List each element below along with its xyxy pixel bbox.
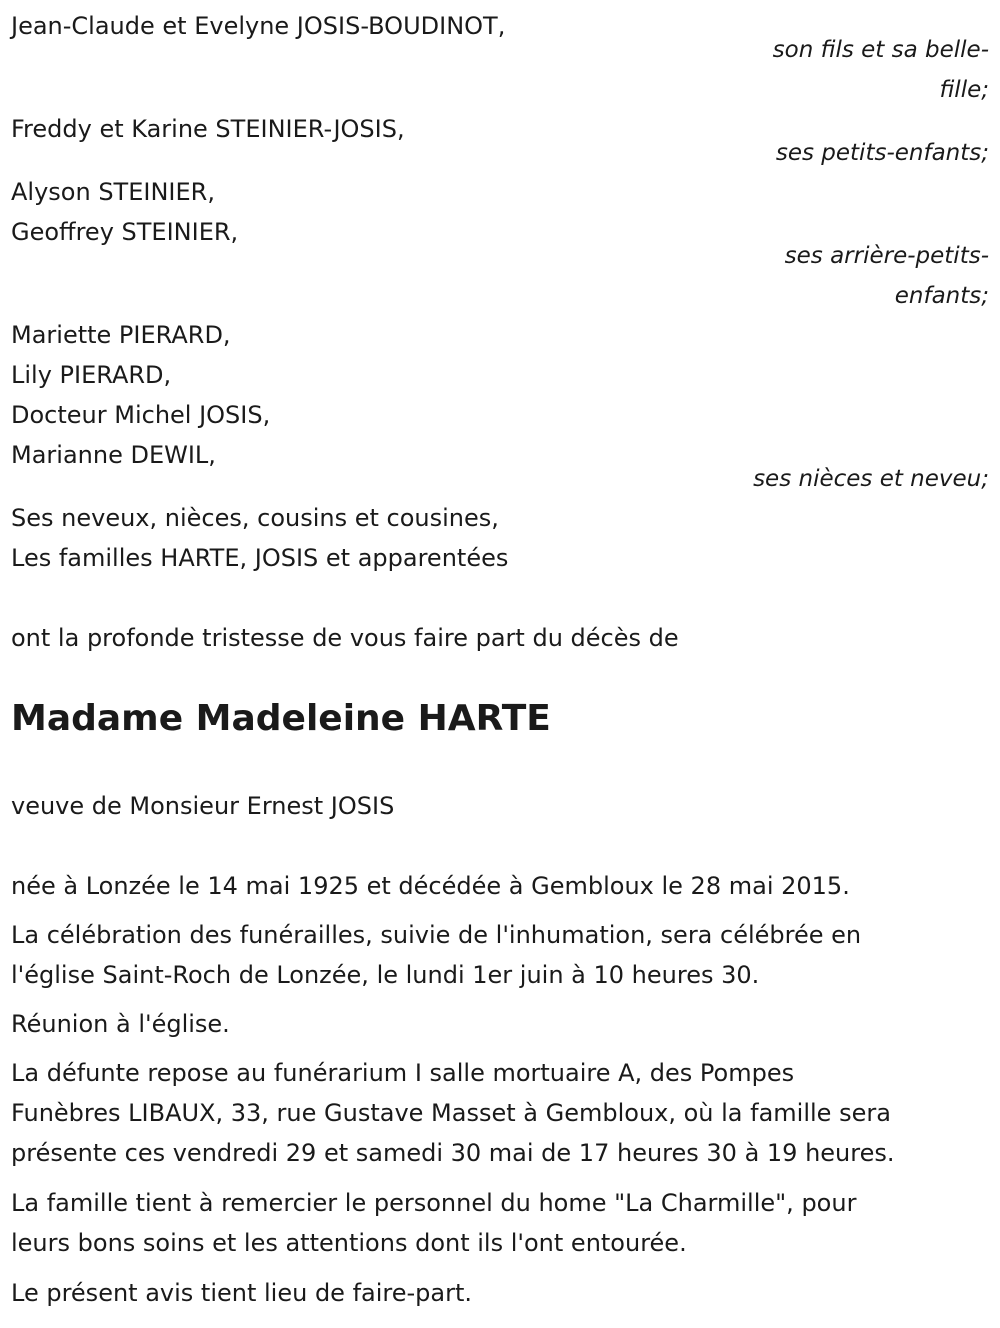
visitation-details: Funèbres LIBAUX, 33, rue Gustave Masset à Gembloux, où la famille sera: [11, 1099, 891, 1127]
visitation-details: La défunte repose au funérarium I salle mortuaire A, des Pompes: [11, 1059, 795, 1087]
relation-label: fille;: [939, 77, 989, 103]
relation-label: ses nièces et neveu;: [753, 466, 989, 492]
gathering-details: Réunion à l'église.: [11, 1010, 230, 1038]
obituary-notice: [11, 0, 989, 1328]
closing-note: Le présent avis tient lieu de faire-part.: [11, 1279, 473, 1307]
extended-family-line: Ses neveux, nièces, cousins et cousines,: [11, 504, 499, 532]
funeral-details: l'église Saint-Roch de Lonzée, le lundi 1er juin à 10 heures 30.: [11, 961, 760, 989]
relation-label: ses arrière-petits-: [784, 243, 989, 269]
widow-of-text: veuve de Monsieur Ernest JOSIS: [11, 792, 395, 820]
visitation-details: présente ces vendredi 29 et samedi 30 mai de 17 heures 30 à 19 heures.: [11, 1139, 895, 1167]
thanks-text: La famille tient à remercier le personnel du home "La Charmille", pour: [11, 1189, 857, 1217]
relation-label: ses petits-enfants;: [775, 140, 989, 166]
family-member-name: Mariette PIERARD,: [11, 321, 231, 349]
birth-death-dates: née à Lonzée le 14 mai 1925 et décédée à Gembloux le 28 mai 2015.: [11, 872, 850, 900]
family-member-name: Jean-Claude et Evelyne JOSIS-BOUDINOT,: [11, 12, 506, 40]
thanks-text: leurs bons soins et les attentions dont ils l'ont entourée.: [11, 1229, 687, 1257]
funeral-details: La célébration des funérailles, suivie de l'inhumation, sera célébrée en: [11, 921, 862, 949]
family-member-name: Freddy et Karine STEINIER-JOSIS,: [11, 115, 405, 143]
extended-family-line: Les familles HARTE, JOSIS et apparentées: [11, 544, 509, 572]
family-member-name: Geoffrey STEINIER,: [11, 218, 239, 246]
family-member-name: Lily PIERARD,: [11, 361, 172, 389]
family-member-name: Marianne DEWIL,: [11, 441, 216, 469]
family-member-name: Docteur Michel JOSIS,: [11, 401, 271, 429]
announcement-text: ont la profonde tristesse de vous faire part du décès de: [11, 624, 679, 652]
family-member-name: Alyson STEINIER,: [11, 178, 215, 206]
relation-label: enfants;: [894, 283, 989, 309]
relation-label: son fils et sa belle-: [772, 37, 989, 63]
deceased-name: Madame Madeleine HARTE: [11, 698, 551, 739]
